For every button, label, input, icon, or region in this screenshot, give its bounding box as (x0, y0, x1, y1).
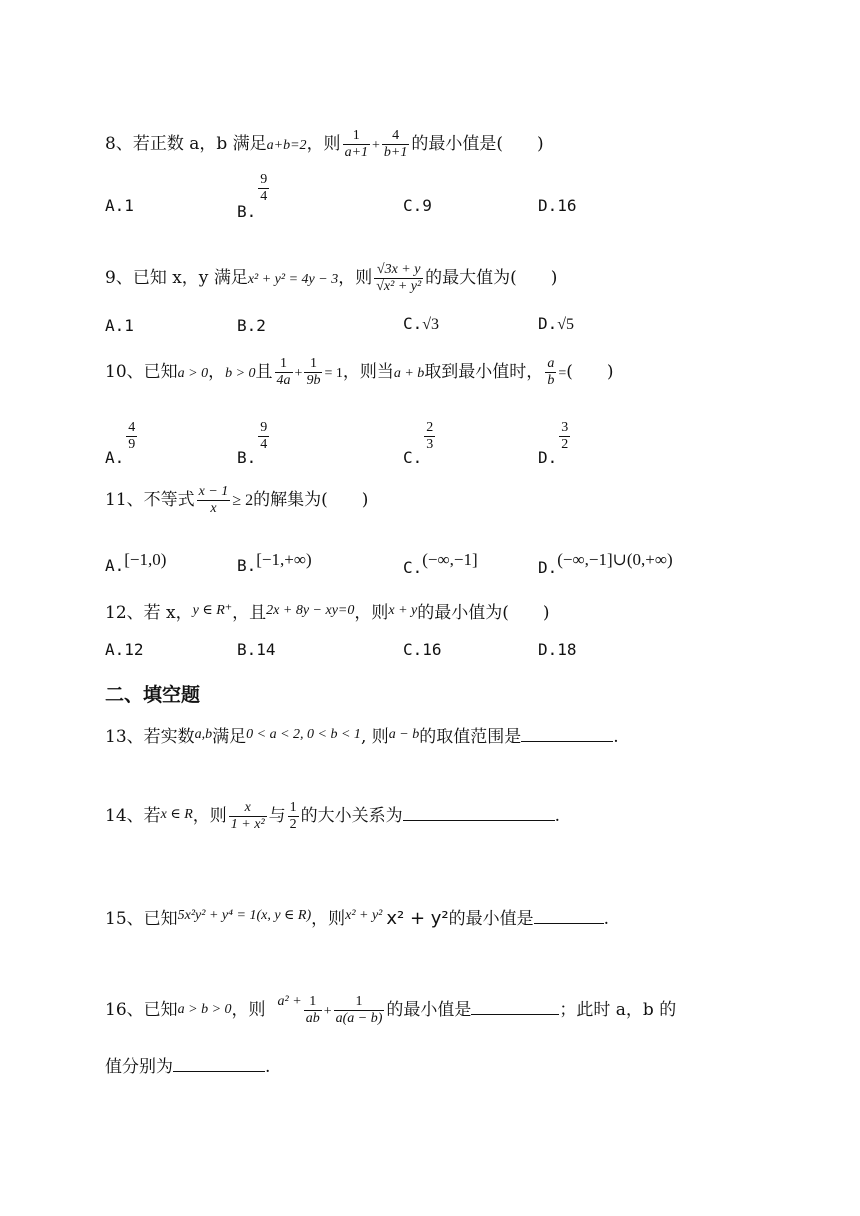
q10-and: 且 (255, 362, 273, 383)
q13-prefix: 13、若实数 (105, 727, 195, 747)
question-14 (105, 800, 560, 833)
q8-fraction-1: $\frac{1}{a+1}$ (344, 128, 369, 161)
q13-suffix: 的取值范围是 (419, 727, 522, 747)
q9-suffix: 的最大值为( ) (425, 268, 558, 289)
q12-mid: ，且 (232, 603, 267, 623)
q9-prefix: 9、已知 x，y 满足 (105, 268, 248, 289)
q10-option-c: C. $\frac{2}{3}$ (403, 420, 434, 468)
q12-prefix: 12、若 x， (105, 603, 193, 623)
q16-semi: ；此时 a，b 的 (559, 1000, 677, 1021)
q14-condition: x ∈ R (160, 807, 193, 823)
q9-mid: ，则 (338, 268, 373, 289)
q10-eq: = 1 (324, 366, 343, 382)
q15-expr-text: x² + y² (386, 908, 449, 929)
q12-suffix: 的最小值为( ) (417, 603, 550, 623)
question-16-line-2 (105, 1052, 270, 1077)
q10-mid: ，则当 (342, 362, 394, 383)
q16-suffix: 的最小值是 (386, 1000, 472, 1021)
q13-condition: 0 < a < 2, 0 < b < 1 (246, 727, 361, 742)
q15-prefix: 15、已知 (105, 909, 178, 929)
q15-mid: ，则 (311, 909, 346, 929)
q9-option-b: B.2 (237, 316, 266, 335)
question-11 (105, 484, 368, 517)
q8-option-a: A.1 (105, 196, 134, 215)
q8-mid: ，则 (306, 134, 341, 155)
q10-sep: ， (208, 362, 226, 383)
q12-condition: y ∈ R⁺ (192, 603, 233, 618)
q14-fraction-1: $\frac{x}{\text{1 + x²}}$ (230, 800, 265, 833)
q16-condition: a > b > 0 (177, 1002, 232, 1018)
q11-option-c: C.(−∞,−1] (403, 550, 478, 577)
q8-option-c: C.9 (403, 196, 432, 215)
q16-fraction-1: $\frac{1}{ab}$ (305, 994, 320, 1027)
q10-ratio-eq: = (558, 366, 567, 382)
q15-suffix: 的最小值是 (448, 909, 534, 929)
q16-answer-blank-2[interactable] (173, 1057, 265, 1072)
q14-answer-blank[interactable] (403, 806, 555, 821)
q11-option-a: A.[−1,0) (105, 550, 167, 575)
q10-option-a: A. $\frac{4}{9}$ (105, 420, 136, 468)
q10-cond-b: b > 0 (225, 366, 256, 382)
q14-prefix: 14、若 (105, 806, 161, 827)
q14-end: . (554, 806, 561, 827)
q13-vars: a,b (194, 727, 213, 742)
q8-option-d: D.16 (538, 196, 577, 215)
q12-expr: x + y (388, 603, 418, 618)
q10-cond-a: a > 0 (177, 366, 209, 382)
q8-plus: + (372, 138, 380, 154)
question-16 (105, 994, 676, 1027)
q16-term: a² + (277, 994, 302, 1010)
q10-option-b: B. $\frac{9}{4}$ (237, 420, 268, 468)
q14-mid: ，则 (192, 806, 227, 827)
q13-mid: 满足 (212, 727, 247, 747)
q10-mid2: 取到最小值时， (424, 362, 544, 383)
q11-ge: ≥ 2 (232, 492, 254, 510)
q14-and: 与 (268, 806, 286, 827)
q9-fraction: $\frac{√3x + y}{\text{√x² + y²}}$ (376, 262, 422, 295)
q12-option-c: C.16 (403, 640, 442, 659)
q14-fraction-2: $\frac{1}{2}$ (289, 800, 297, 833)
q10-expr: a + b (393, 366, 425, 382)
q11-prefix: 11、不等式 (105, 490, 195, 511)
q16-plus: + (323, 1004, 332, 1020)
q10-plus: + (294, 366, 303, 382)
q15-expr: x² + y² (345, 908, 383, 923)
q16-fraction-2: $\frac{1}{a(a - b)}$ (335, 994, 383, 1027)
q11-option-d: D.(−∞,−1]∪(0,+∞) (538, 550, 673, 577)
q15-answer-blank[interactable] (534, 909, 604, 924)
q16-line2: 值分别为 (105, 1057, 173, 1077)
q8-option-b: B. $\frac{9}{4}$ (237, 172, 268, 222)
q8-condition: a+b=2 (266, 138, 307, 154)
q13-mid2: , 则 (360, 727, 389, 747)
q10-option-d: D. $\frac{3}{2}$ (538, 420, 569, 468)
q16-end: . (265, 1057, 271, 1077)
q8-fraction-2: $\frac{4}{b+1}$ (383, 128, 408, 161)
q15-end: . (603, 909, 610, 929)
q12-mid2: ，则 (354, 603, 389, 623)
question-8 (105, 128, 544, 161)
q9-option-c: C.√3 (403, 314, 440, 333)
q10-suffix: ( ) (566, 362, 614, 383)
question-13 (105, 722, 619, 747)
q16-mid: ，则 (231, 1000, 266, 1021)
question-12 (105, 598, 550, 623)
q11-option-b: B.[−1,+∞) (237, 550, 312, 575)
q13-end: . (613, 727, 619, 747)
q10-prefix: 10、已知 (105, 362, 178, 383)
q12-option-d: D.18 (538, 640, 577, 659)
q9-option-a: A.1 (105, 316, 134, 335)
q8-suffix: 的最小值是( ) (411, 134, 544, 155)
question-15 (105, 904, 609, 929)
q15-condition: 5x²y² + y⁴ = 1(x, y ∈ R) (177, 908, 312, 923)
q12-equation: 2x + 8y − xy=0 (266, 603, 355, 618)
q9-option-d: D.√5 (538, 314, 575, 333)
q16-answer-blank-1[interactable] (471, 1000, 559, 1015)
q16-prefix: 16、已知 (105, 1000, 178, 1021)
q13-expr: a − b (388, 727, 420, 742)
section-heading-fill-in: 二、填空题 (105, 684, 201, 706)
q12-option-a: A.12 (105, 640, 144, 659)
q9-condition: x² + y² = 4y − 3 (247, 272, 339, 288)
q10-fraction-1: $\frac{1}{4a}$ (276, 356, 291, 389)
q11-suffix: 的解集为( ) (253, 490, 369, 511)
question-9 (105, 262, 557, 295)
q11-fraction: $\frac{x - 1}{x}$ (198, 484, 229, 517)
question-10 (105, 356, 613, 389)
q14-suffix: 的大小关系为 (300, 806, 403, 827)
q12-option-b: B.14 (237, 640, 276, 659)
q10-ratio: $\frac{a}{b}$ (547, 356, 555, 389)
q8-prefix: 8、若正数 a，b 满足 (105, 134, 267, 155)
q10-fraction-2: $\frac{1}{9b}$ (306, 356, 321, 389)
q13-answer-blank[interactable] (521, 727, 613, 742)
